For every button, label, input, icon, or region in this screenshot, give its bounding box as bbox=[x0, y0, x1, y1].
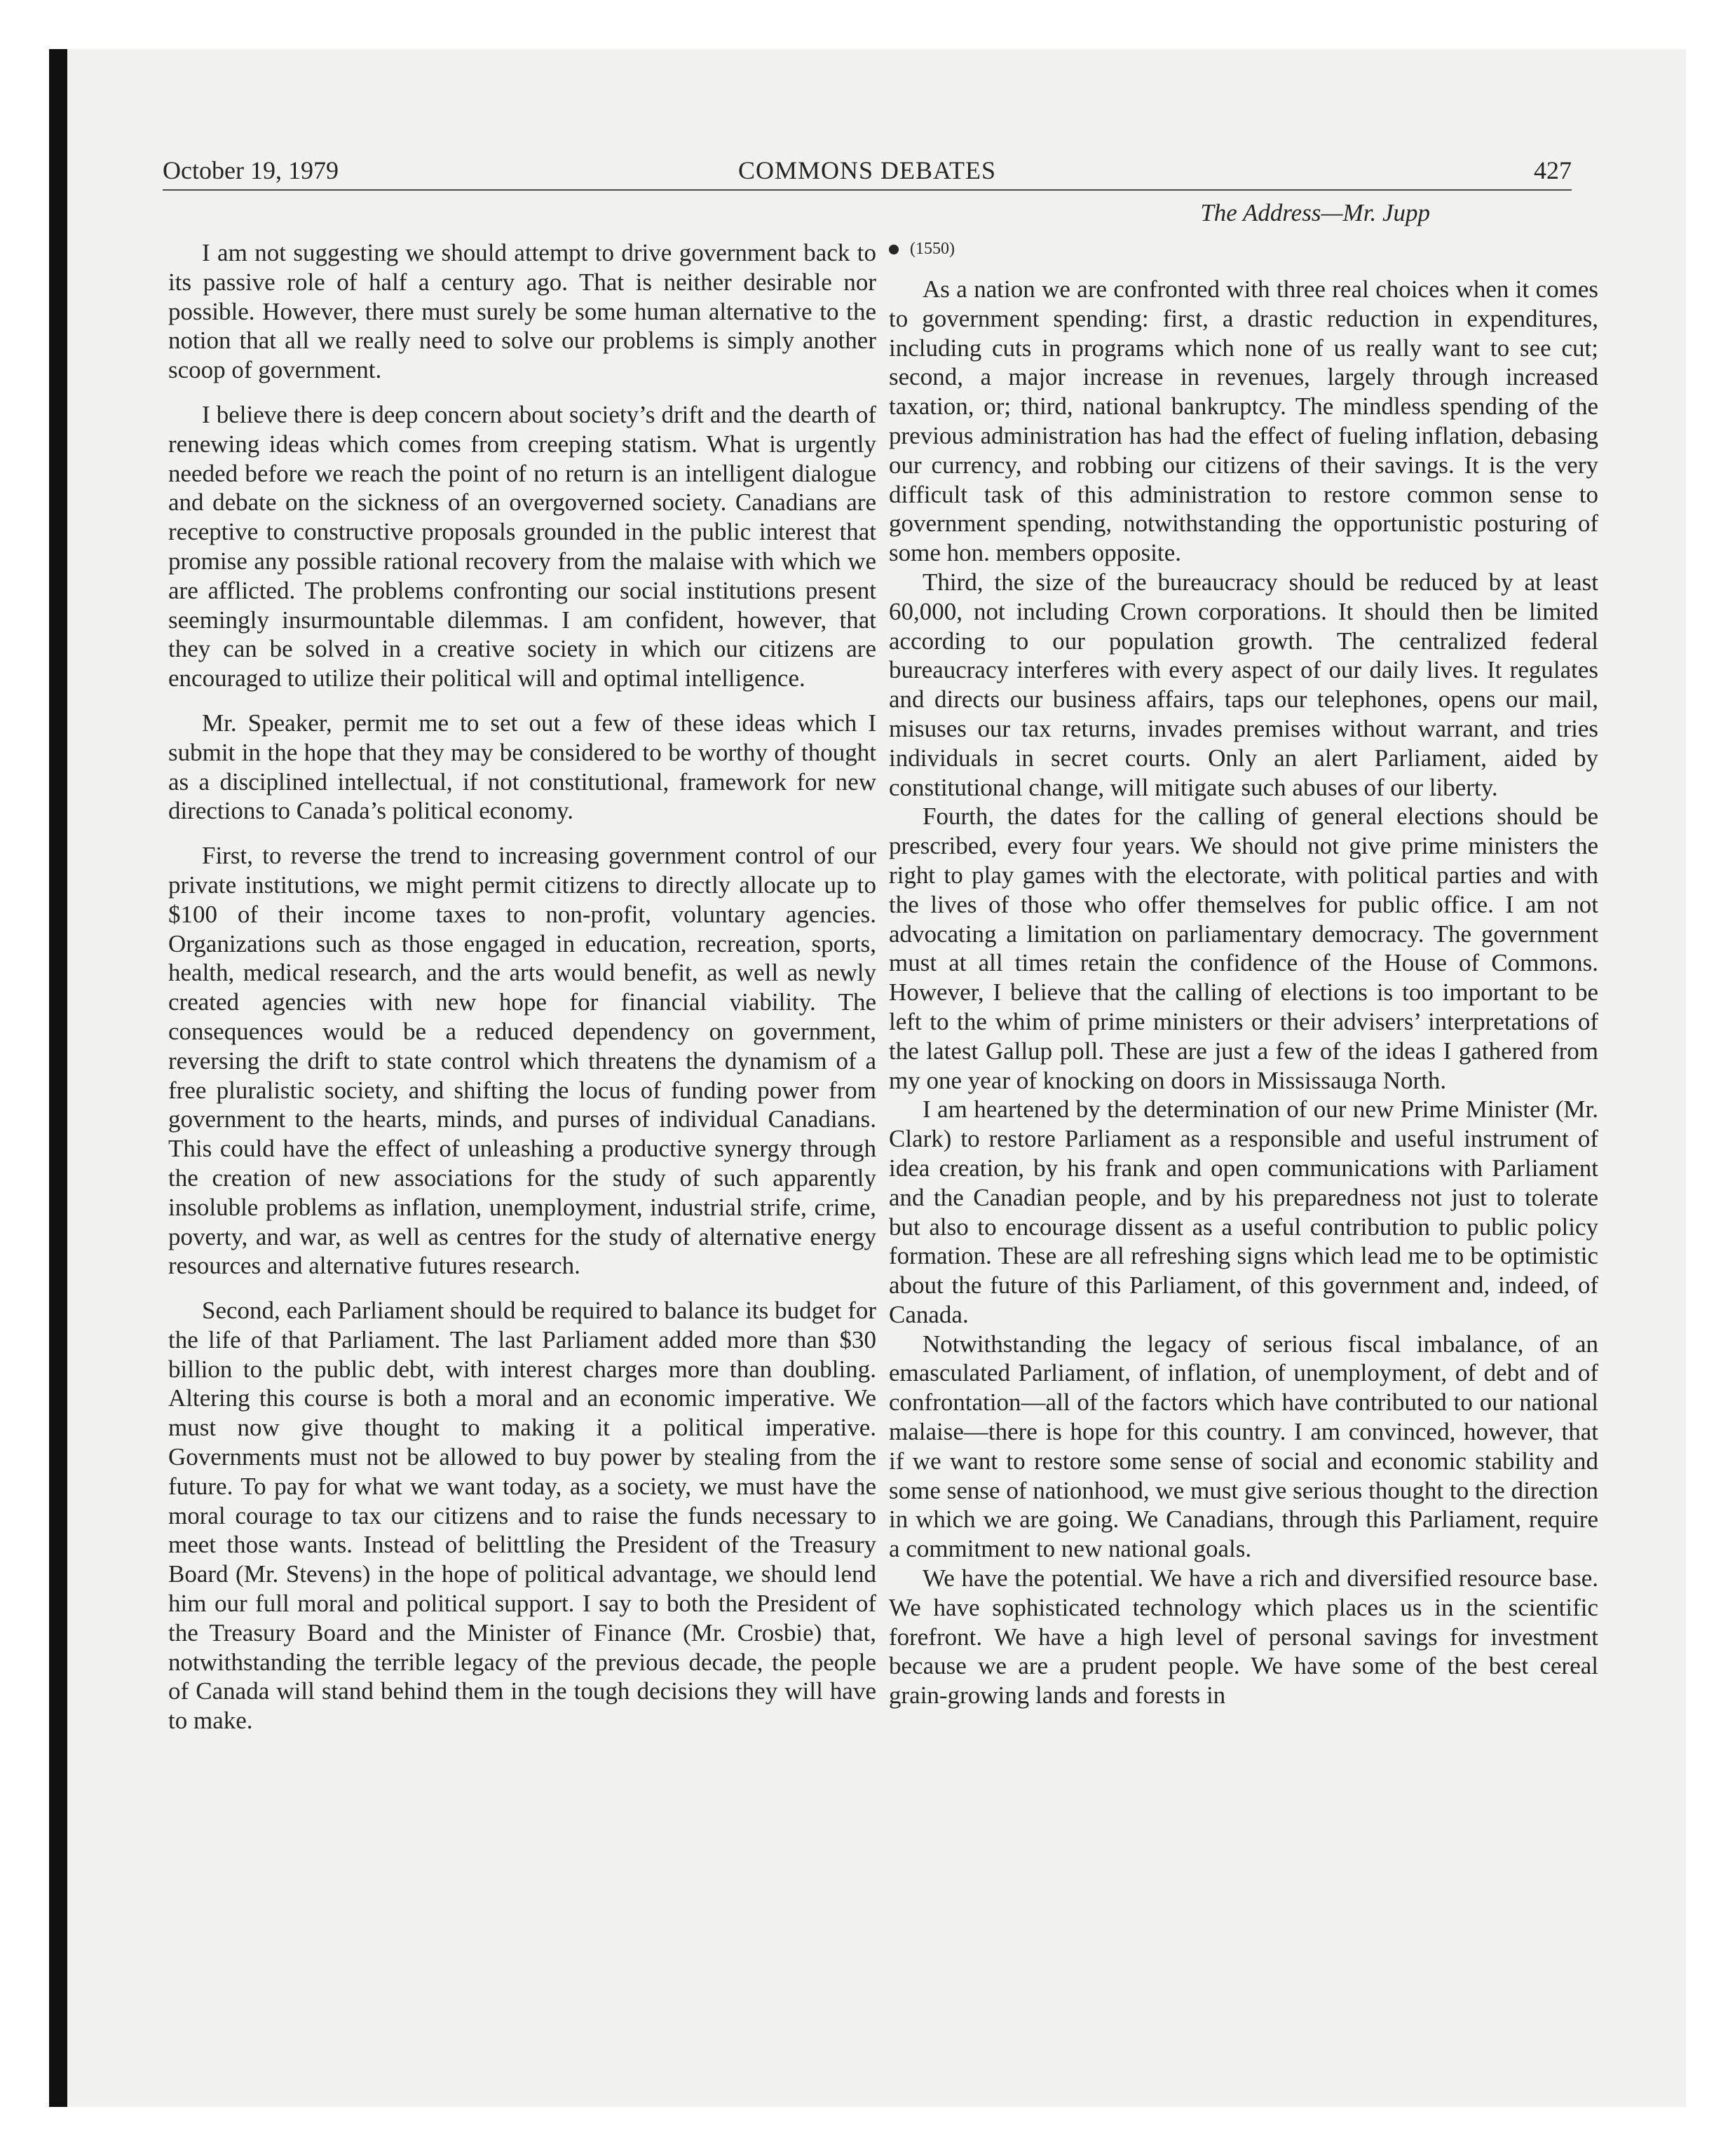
bullet-icon bbox=[889, 245, 899, 254]
header-title: COMMONS DEBATES bbox=[737, 156, 997, 184]
running-head: The Address—Mr. Jupp bbox=[1200, 199, 1430, 226]
page-header bbox=[163, 147, 1572, 191]
timestamp-marker bbox=[889, 238, 1598, 259]
paragraph: Second, each Parliament should be required to balance its budget for the life of that Parliament. The last Parliament added more than $30 billion to the public debt, with interest charges more than doubling. Altering this course is both a moral and an economic imperative. We must now give thought to making it a political imperative. Governments must not be allowed to buy power by stealing from the future. To pay for what we want today, as a society, we must have the moral courage to tax our citizens and to raise the funds necessary to meet those wants. Instead of belittling the President of the Treasury Board (Mr. Stevens) in the hope of political advantage, we should lend him our full moral and political support. I say to both the President of the Treasury Board and the Minister of Finance (Mr. Crosbie) that, notwithstanding the terrible legacy of the previous decade, the people of Canada will stand behind them in the tough decisions they will have to make. bbox=[168, 1297, 876, 1735]
header-date: October 19, 1979 bbox=[163, 156, 339, 184]
paragraph: First, to reverse the trend to increasing government control of our private institutions, we might permit citizens to directly allocate up to $100 of their income taxes to non-profit, voluntary agencies. Organizations such as those engaged in education, recreation, sports, health, medical research, and the arts would benefit, as well as newly created agencies with new hope for financial viability. The consequences would be a reduced dependency on government, reversing the drift to state control which threatens the dynamism of a free pluralistic society, and shifting the locus of funding power from government to the hearts, minds, and purses of individual Canadians. This could have the effect of unleashing a productive synergy through the creation of new associations for the study of such apparently insoluble problems as inflation, unemployment, industrial strife, crime, poverty, and war, as well as centres for the study of alternative energy resources and alternative futures research. bbox=[168, 842, 876, 1280]
right-column bbox=[889, 238, 1598, 1710]
paragraph: Mr. Speaker, permit me to set out a few of these ideas which I submit in the hope that they may be considered to be worthy of thought as a disciplined intellectual, if not constitutional, framework for new directions to Canada’s political economy. bbox=[168, 709, 876, 825]
paragraph: I am heartened by the determination of our new Prime Minister (Mr. Clark) to restore Parliament as a responsible and useful instrument of idea creation, by his frank and open communications with Parliament and the Canadian people, and by his preparedness not just to tolerate but also to encourage dissent as a useful contribution to public policy formation. These are all refreshing signs which lead me to be optimistic about the future of this Parliament, of this government and, indeed, of Canada. bbox=[889, 1096, 1598, 1328]
paragraph: I am not suggesting we should attempt to drive government back to its passive role of half a century ago. That is neither desirable nor possible. However, there must surely be some human alternative to the notion that all we really need to solve our problems is simply another scoop of government. bbox=[168, 239, 876, 384]
paragraph: Third, the size of the bureaucracy should be reduced by at least 60,000, not including Crown corporations. It should then be limited according to our population growth. The centralized federal bureaucracy interferes with every aspect of our daily lives. It regulates and directs our business affairs, taps our telephones, opens our mail, misuses our tax returns, invades premises without warrant, and tries individuals in secret courts. Only an alert Parliament, aided by constitutional change, will mitigate such abuses of our liberty. bbox=[889, 568, 1598, 801]
page-number: 427 bbox=[1534, 156, 1572, 184]
binding-shadow bbox=[49, 49, 67, 2107]
left-column bbox=[168, 238, 876, 1751]
paragraph: I believe there is deep concern about society’s drift and the dearth of renewing ideas which comes from creeping statism. What is urgently needed before we reach the point of no return is an intelligent dialogue and debate on the sickness of an overgoverned society. Canadians are receptive to constructive proposals grounded in the public interest that promise any possible rational recovery from the malaise with which we are afflicted. The problems confronting our social institutions present seemingly insurmountable dilemmas. I am confident, however, that they can be solved in a creative society in which our citizens are encouraged to utilize their political will and optimal intelligence. bbox=[168, 400, 876, 692]
paragraph: We have the potential. We have a rich and diversified resource base. We have sophisticated technology which places us in the scientific forefront. We have a high level of personal savings for investment because we are a prudent people. We have some of the best cereal grain-growing lands and forests in bbox=[889, 1564, 1598, 1710]
paragraph: Fourth, the dates for the calling of general elections should be prescribed, every four years. We should not give prime ministers the right to play games with the electorate, with political parties and with the lives of those who offer themselves for public office. I am not advocating a limitation on parliamentary democracy. The government must at all times retain the confidence of the House of Commons. However, I believe that the calling of elections is too important to be left to the whim of prime ministers or their advisers’ interpretations of the latest Gallup poll. These are just a few of the ideas I gathered from my one year of knocking on doors in Mississauga North. bbox=[889, 803, 1598, 1094]
timestamp: (1550) bbox=[910, 240, 955, 258]
paragraph: Notwithstanding the legacy of serious fiscal imbalance, of an emasculated Parliament, of inflation, of unemployment, of debt and of confrontation—all of the factors which have contributed to our national malaise—there is hope for this country. I am convinced, however, that if we want to restore some sense of social and economic stability and some sense of nationhood, we must give serious thought to the direction in which we are going. We Canadians, through this Parliament, require a commitment to new national goals. bbox=[889, 1330, 1598, 1563]
paragraph: As a nation we are confronted with three real choices when it comes to government spending: first, a drastic reduction in expenditures, including cuts in programs which none of us really want to see cut; second, a major increase in revenues, largely through increased taxation, or; third, national bankruptcy. The mindless spending of the previous administration has had the effect of fueling inflation, debasing our currency, and robbing our citizens of their savings. It is the very difficult task of this administration to restore common sense to government spending, notwithstanding the opportunistic posturing of some hon. members opposite. bbox=[889, 275, 1598, 567]
